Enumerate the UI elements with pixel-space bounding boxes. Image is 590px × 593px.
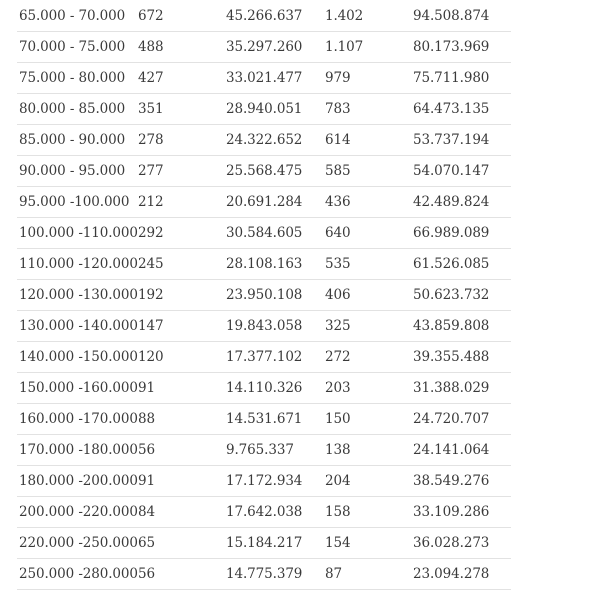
table-cell: 80.000 - 85.000 — [19, 101, 126, 117]
table-cell: 585 — [325, 163, 351, 179]
table-cell: 50.623.732 — [413, 287, 490, 303]
table-cell: 54.070.147 — [413, 163, 490, 179]
table-cell: 220.000 -250.000 — [19, 535, 138, 551]
table-cell: 14.110.326 — [226, 380, 303, 396]
table-cell: 65 — [138, 535, 155, 551]
table-row — [17, 63, 511, 94]
table-cell: 61.526.085 — [413, 256, 490, 272]
table-cell: 24.141.064 — [413, 442, 490, 458]
table-cell: 33.109.286 — [413, 504, 490, 520]
table-row — [17, 32, 511, 63]
table-cell: 20.691.284 — [226, 194, 303, 210]
table-row — [17, 125, 511, 156]
table-cell: 614 — [325, 132, 351, 148]
table-cell: 17.377.102 — [226, 349, 303, 365]
table-cell: 42.489.824 — [413, 194, 490, 210]
table-cell: 100.000 -110.000 — [19, 225, 138, 241]
table-row — [17, 280, 511, 311]
table-cell: 25.568.475 — [226, 163, 303, 179]
table-cell: 75.711.980 — [413, 70, 490, 86]
table-cell: 66.989.089 — [413, 225, 490, 241]
table-cell: 56 — [138, 442, 155, 458]
table-cell: 150.000 -160.000 — [19, 380, 138, 396]
table-cell: 180.000 -200.000 — [19, 473, 138, 489]
table-row — [17, 497, 511, 528]
table-cell: 88 — [138, 411, 155, 427]
table-cell: 140.000 -150.000 — [19, 349, 138, 365]
table-cell: 36.028.273 — [413, 535, 490, 551]
table-cell: 90.000 - 95.000 — [19, 163, 126, 179]
table-row — [17, 435, 511, 466]
table-cell: 65.000 - 70.000 — [19, 7, 126, 24]
table-cell: 147 — [138, 318, 164, 334]
table-cell: 406 — [325, 287, 351, 303]
table-row — [17, 156, 511, 187]
table-cell: 23.094.278 — [413, 566, 490, 582]
table-cell: 70.000 - 75.000 — [19, 39, 126, 55]
table-cell: 15.184.217 — [226, 535, 303, 551]
table-cell: 158 — [325, 504, 351, 520]
table-row — [17, 466, 511, 497]
table-cell: 138 — [325, 442, 351, 458]
table-cell: 351 — [138, 101, 164, 117]
table-cell: 19.843.058 — [226, 318, 303, 334]
table-cell: 130.000 -140.000 — [19, 318, 138, 334]
table-cell: 110.000 -120.000 — [19, 256, 138, 272]
table-row — [17, 559, 511, 590]
table-cell: 1.107 — [325, 39, 364, 55]
table-cell: 85.000 - 90.000 — [19, 132, 126, 148]
table-cell: 192 — [138, 287, 164, 303]
table-cell: 979 — [325, 70, 351, 86]
table-row — [17, 94, 511, 125]
table-cell: 31.388.029 — [413, 380, 490, 396]
table-cell: 204 — [325, 473, 351, 489]
table-cell: 1.402 — [325, 7, 364, 24]
table-cell: 91 — [138, 380, 155, 396]
table-cell: 14.531.671 — [226, 411, 303, 427]
table-cell: 38.549.276 — [413, 473, 490, 489]
table-row — [17, 342, 511, 373]
table-cell: 9.765.337 — [226, 442, 294, 458]
table-cell: 30.584.605 — [226, 225, 303, 241]
table-cell: 150 — [325, 411, 351, 427]
table-cell: 28.108.163 — [226, 256, 303, 272]
table-cell: 43.859.808 — [413, 318, 490, 334]
table-cell: 325 — [325, 318, 351, 334]
table-cell: 436 — [325, 194, 351, 210]
table-cell: 427 — [138, 70, 164, 86]
table-cell: 75.000 - 80.000 — [19, 70, 126, 86]
table-cell: 272 — [325, 349, 351, 365]
table-cell: 640 — [325, 225, 351, 241]
table-cell: 292 — [138, 225, 164, 241]
table-cell: 95.000 -100.000 — [19, 194, 130, 210]
table-cell: 203 — [325, 380, 351, 396]
table-cell: 212 — [138, 194, 164, 210]
table-cell: 277 — [138, 163, 164, 179]
table-cell: 672 — [138, 7, 164, 24]
table-cell: 28.940.051 — [226, 101, 303, 117]
table-cell: 33.021.477 — [226, 70, 303, 86]
table-cell: 488 — [138, 39, 164, 55]
table-row — [17, 311, 511, 342]
table-cell: 120 — [138, 349, 164, 365]
table-row — [17, 187, 511, 218]
table-cell: 170.000 -180.000 — [19, 442, 138, 458]
table-row — [17, 0, 511, 32]
table-cell: 80.173.969 — [413, 39, 490, 55]
table-cell: 64.473.135 — [413, 101, 490, 117]
table-row — [17, 404, 511, 435]
table-cell: 154 — [325, 535, 351, 551]
table-cell: 250.000 -280.000 — [19, 566, 138, 582]
table-cell: 87 — [325, 566, 342, 582]
table-cell: 24.720.707 — [413, 411, 490, 427]
table-cell: 17.642.038 — [226, 504, 303, 520]
table-cell: 24.322.652 — [226, 132, 303, 148]
table-cell: 278 — [138, 132, 164, 148]
data-table — [17, 0, 511, 590]
table-cell: 535 — [325, 256, 351, 272]
table-cell: 200.000 -220.000 — [19, 504, 138, 520]
table-cell: 56 — [138, 566, 155, 582]
table-cell: 39.355.488 — [413, 349, 490, 365]
table-cell: 783 — [325, 101, 351, 117]
table-cell: 120.000 -130.000 — [19, 287, 138, 303]
table-cell: 53.737.194 — [413, 132, 490, 148]
table-cell: 35.297.260 — [226, 39, 303, 55]
table-cell: 23.950.108 — [226, 287, 303, 303]
table-cell: 45.266.637 — [226, 7, 303, 24]
table-row — [17, 373, 511, 404]
table-cell: 91 — [138, 473, 155, 489]
table-row — [17, 218, 511, 249]
table-cell: 14.775.379 — [226, 566, 303, 582]
table-cell: 94.508.874 — [413, 7, 490, 24]
table-cell: 17.172.934 — [226, 473, 303, 489]
table-row — [17, 249, 511, 280]
table-cell: 160.000 -170.000 — [19, 411, 138, 427]
table-row — [17, 528, 511, 559]
table-cell: 84 — [138, 504, 155, 520]
table-cell: 245 — [138, 256, 164, 272]
